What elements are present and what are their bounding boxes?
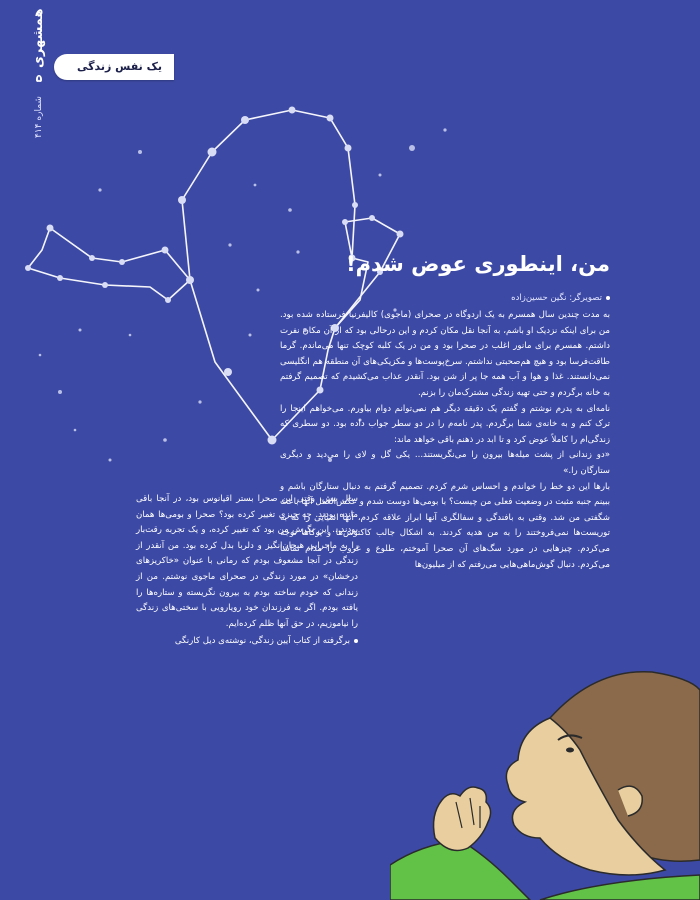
- article-title: من، اینطوری عوض شدم!: [346, 252, 610, 276]
- character-eye: [566, 748, 574, 753]
- bullet-icon: [354, 639, 358, 643]
- character-hands: [434, 787, 491, 850]
- illustrator-credit: تصویرگر: نگین حسین‌زاده: [511, 293, 602, 303]
- section-tab: [54, 54, 174, 80]
- article-column-left: [136, 492, 358, 650]
- magazine-logo: همشهری: [31, 8, 46, 68]
- paragraph: بارها این دو خط را خواندم و احساس شرم کردم. تصمیم گرفتم به دنبال ستارگان باشم و ببینم جنبه مثبت در وضعیت فعلی من چیست؟ با بومی‌ها دوست شدم و عکس‌العمل آنها باعث شگفتی من شد. وقتی به بافندگی و سفالگری آنها ابراز علاقه کردم، آنها اشیایی را که به توریست‌ها نمی‌فروختند را به من هدیه کردند. به اشکال جالب کاکتوس‌ها و یوکاها توجه می‌کردم. چیزهایی در مورد سگ‌های آن صحرا آموختم، طلوع و غروب را مدام تماشا می‌کردم. دنبال گوش‌ماهی‌هایی می‌رفتم که از میلیون‌ها: [280, 481, 610, 570]
- paragraph: سال پیش، وقتی این صحرا بستر اقیانوس بود، در آنجا باقی مانده بودند. چه چیزی تغییر کرده بود؟ صحرا و بومی‌ها همان بودند... این نگرش من بود که تغییر کرده، و یک تجربه رقت‌بار را به ماجرایی هیجان‌انگیز و دلربا بدل کرده بود. من آنقدر از زندگی در آنجا مشعوف بودم که رمانی با عنوان «خاکریزهای درخشان» در مورد زندگی در صحرای ماجوی نوشتم. من از زندانی که خودم ساخته بودم به بیرون نگریسته و ستاره‌ها را یافته بودم. اگر به فرزندان خود رویارویی با سختی‌های زندگی را نیاموزیم، در حق آنها ظلم کرده‌ایم.: [136, 494, 358, 629]
- source-line: [136, 634, 358, 650]
- page-number: ۵: [35, 72, 43, 85]
- paragraph: به مدت چندین سال همسرم به یک اردوگاه در صحرای (ماجوی) کالیفرنیا فرستاده شده بود. من برای اینکه نزدیک او باشم، به آنجا نقل مکان کردم و این درحالی بود که از آن مکان نفرت داشتم. همسرم برای مانور اغلب در صحرا بود و من در یک کلبه کوچک تنها می‌ماندم. گرما طاقت‌فرسا بود و هیچ هم‌صحبتی نداشتم. سرخ‌پوست‌ها و مکزیکی‌های آن منطقه هم انگلیسی نمی‌دانستند. غذا و هوا و آب همه جا پر از شن بود. آنقدر عذاب می‌کشیدم که تصمیم گرفتم به خانه برگردم و حتی تهیه زندگی مشترک‌مان را بزنم.: [280, 310, 610, 398]
- article-byline: [280, 293, 610, 303]
- stargazing-character-illustration: [390, 660, 700, 900]
- quote-paragraph: «دو زندانی از پشت میله‌ها بیرون را می‌نگریستند... یکی گل و لای را می‌دید و دیگری ستارگان را.»: [280, 450, 610, 476]
- bullet-icon: [606, 296, 610, 300]
- section-title: یک نفس زندگی: [77, 60, 162, 73]
- paragraph: نامه‌ای به پدرم نوشتم و گفتم یک دقیقه دیگر هم نمی‌توانم دوام بیاورم. می‌خواهم اینجا را ترک کنم و به خانه‌ی شما برگردم. پدر نامه‌م را در دو سطر جواب داده بود. دو سطری که زندگی‌ام را کاملاً عوض کرد و تا ابد در ذهنم باقی خواهد ماند:: [280, 403, 610, 445]
- issue-number: شماره ۴۱۴: [34, 96, 44, 138]
- source-text: برگرفته از کتاب آیین زندگی، نوشته‌ی دیل کارنگی: [174, 636, 350, 647]
